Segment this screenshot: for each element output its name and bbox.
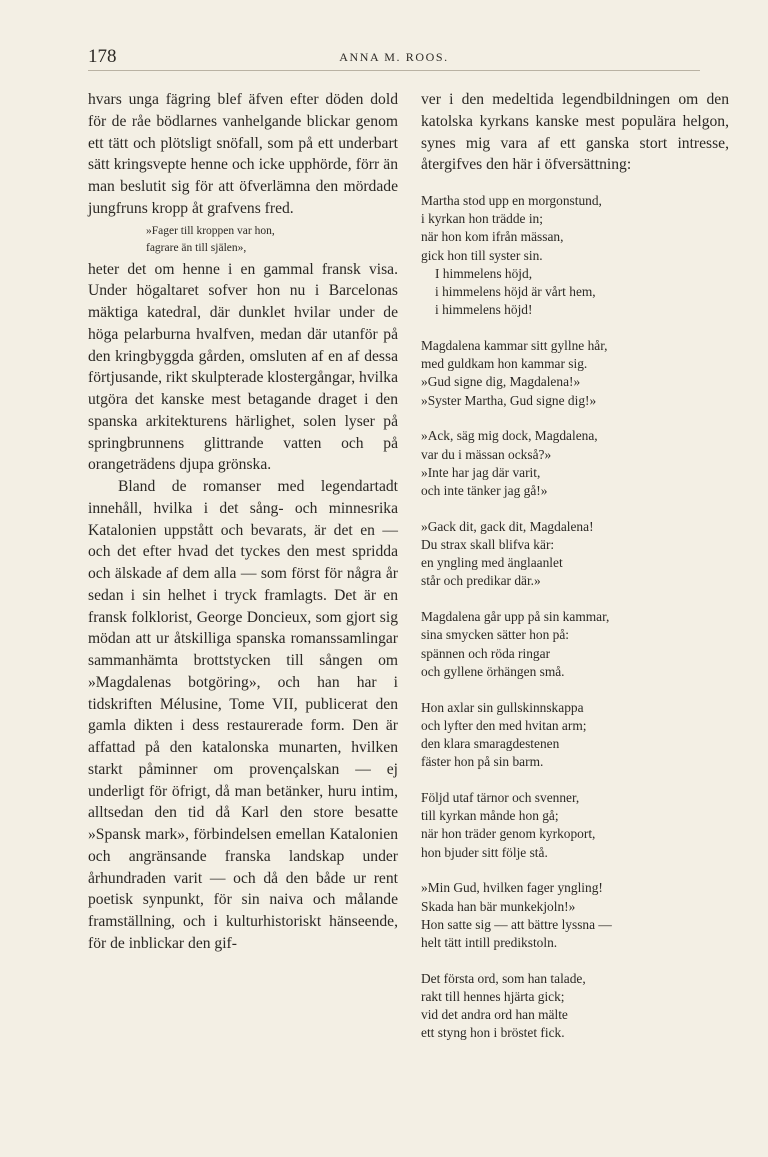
paragraph-1: hvars unga fägring blef äfven efter döden dold för de råe bödlarnes vanhelgande blickar genom ett tätt och plötsligt snöfall, som på ett underbart sätt kringsvepte henne och icke upphörde, förr än man beslutit sig för att öfverlämna den mördade jungfruns kropp åt grafvens fred.: [88, 91, 398, 217]
poem-stanza: [421, 879, 729, 952]
poem-line: gick hon till syster sin.: [421, 247, 543, 263]
poem-line: till kyrkan månde hon gå;: [421, 808, 559, 824]
poem-line: helt tätt intill predikstoln.: [421, 935, 558, 951]
poem-line: var du i mässan också?»: [421, 446, 552, 462]
poem-line: »Gud signe dig, Magdalena!»: [421, 374, 581, 390]
poem-line: fäster hon på sin barm.: [421, 754, 544, 770]
poem-stanza: [421, 337, 729, 410]
poem-refrain-line: i himmelens höjd!: [435, 302, 533, 318]
paragraph-2: heter det om henne i en gammal fransk visa. Under högaltaret sofver hon nu i Barcelonas mäktiga katedral, där dunklet hvilar under de höga pelarburna hvalfven, medan där utanför på den kringbyggda gården, omsluten af en af dessa förtjusande, rikt skulpterade klostergångar, hvilka utgöra det kanske mest betagande draget i den spanska arkitekturens härlighet, solen lyser på springbrunnens glittrande vatten och på orangeträdens djupa grönska.: [88, 260, 399, 474]
poem-line: står och predikar där.»: [421, 573, 541, 589]
poem-stanza: [421, 427, 729, 500]
poem-line: och lyfter den med hvitan arm;: [421, 717, 587, 733]
left-column: [88, 89, 398, 955]
right-column: [421, 89, 729, 1060]
poem-line: en yngling med änglaanlet: [421, 555, 563, 571]
poem-line: »Gack dit, gack dit, Magdalena!: [421, 518, 594, 534]
poem-line: Följd utaf tärnor och svenner,: [421, 790, 580, 806]
poem-intro: ver i den medeltida legendbildningen om den katolska kyrkans kanske mest populära helgon, synes mig vara af ett ganska stort intresse, återgifves den här i öfversättning:: [421, 91, 729, 174]
poem-line: Skada han bär munkekjoln!»: [421, 898, 576, 914]
poem-stanza: [421, 608, 729, 681]
poem-line: Martha stod upp en morgonstund,: [421, 193, 602, 208]
verse-quote-line: fagrare än till själen»,: [146, 241, 247, 254]
poem-line: »Min Gud, hvilken fager yngling!: [421, 880, 603, 896]
poem-line: ett styng hon i bröstet fick.: [421, 1025, 565, 1041]
poem-line: den klara smaragdestenen: [421, 736, 560, 752]
poem-line: rakt till hennes hjärta gick;: [421, 989, 565, 1005]
poem-line: »Inte har jag där varit,: [421, 464, 541, 480]
poem-stanza: [421, 518, 729, 591]
poem-refrain-line: I himmelens höjd,: [435, 265, 533, 281]
poem-line: och gyllene örhängen små.: [421, 663, 565, 679]
poem-line: och inte tänker jag gå!»: [421, 483, 548, 499]
poem-line: hon bjuder sitt följe stå.: [421, 844, 548, 860]
poem-stanza: [421, 699, 729, 772]
poem-line: Det första ord, som han talade,: [421, 970, 586, 986]
poem-line: Magdalena går upp på sin kammar,: [421, 609, 610, 625]
poem-stanza: [421, 192, 729, 319]
poem-line: »Syster Martha, Gud signe dig!»: [421, 392, 597, 408]
poem: [421, 192, 729, 1043]
page-header: [88, 44, 700, 71]
poem-stanza: [421, 970, 729, 1043]
paragraph-3: Bland de romanser med legendartadt innehåll, hvilka i det sång- och minnesrika Katalonien uppstått och bevarats, är det en — och det efter hvad det tyckes den mest spridda och älskade af dem alla — som först för några år sedan i sin helhet i tryck framlagts. Det är en fransk folklorist, George Doncieux, som gjort sig mödan att ur åtskilliga spanska romanssamlingar sammanhämta brottstycken till sången om »Magdalenas botgöring», och han har i tidskriften Mélusine, Tome VII, publicerat den gamla dikten i dess restaurerade form. Den är affattad på den katalonska munarten, hvilken starkt påminner om provençalskan — ej underligt för öfrigt, då man betänker, huru intim, alltsedan den tid då Karl den store besatte »Spansk mark», förbindelsen emellan Katalonien och angränsande franska landskap under århundraden varit — och då den både ur rent poetisk synpunkt, för sin naiva och målande framställning, och i kulturhistoriskt hänseende, för de inblickar den gif-: [88, 478, 398, 952]
poem-line: Hon axlar sin gullskinnskappa: [421, 699, 584, 715]
poem-line: Du strax skall blifva kär:: [421, 537, 555, 553]
poem-line: med guldkam hon kammar sig.: [421, 356, 588, 372]
poem-line: vid det andra ord han mälte: [421, 1007, 568, 1023]
poem-refrain-line: i himmelens höjd är vårt hem,: [435, 284, 596, 300]
poem-line: när hon kom ifrån mässan,: [421, 229, 564, 245]
poem-line: spännen och röda ringar: [421, 645, 551, 661]
poem-line: i kyrkan hon trädde in;: [421, 211, 543, 227]
poem-line: Magdalena kammar sitt gyllne hår,: [421, 338, 608, 354]
poem-stanza: [421, 789, 729, 862]
poem-line: Hon satte sig — att bättre lyssna —: [421, 916, 612, 932]
running-head: ANNA M. ROOS.: [339, 50, 449, 64]
verse-quote: [88, 223, 398, 257]
page-number: 178: [88, 46, 117, 67]
poem-line: sina smycken sätter hon på:: [421, 627, 570, 643]
poem-line: »Ack, säg mig dock, Magdalena,: [421, 428, 598, 444]
verse-quote-line: »Fager till kroppen var hon,: [146, 224, 275, 237]
poem-line: när hon träder genom kyrkoport,: [421, 826, 596, 842]
